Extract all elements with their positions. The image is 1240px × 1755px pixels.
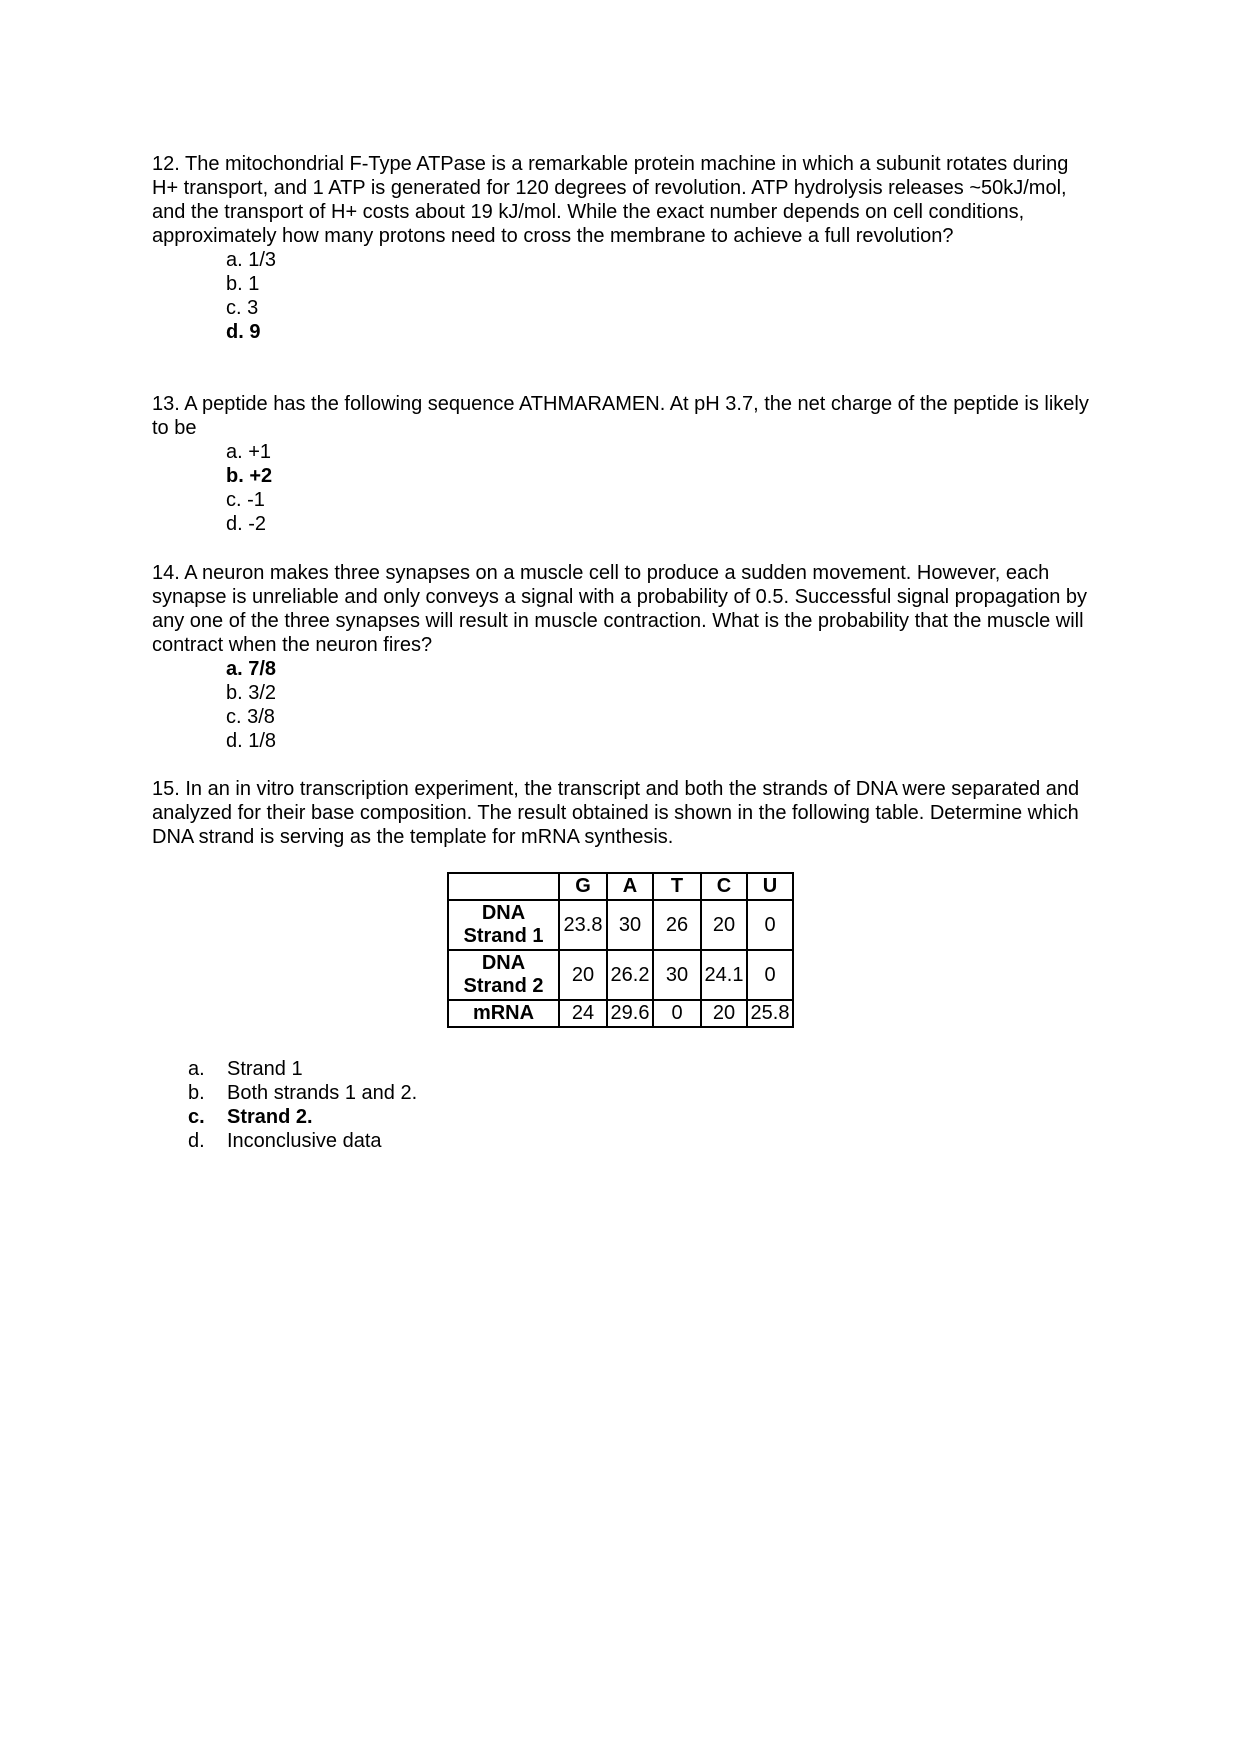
option-c-correct <box>188 1105 417 1129</box>
answer-options-15 <box>188 1057 417 1153</box>
column-header: T <box>653 873 701 900</box>
table-cell: 24 <box>559 1000 607 1027</box>
table-header-row <box>448 873 793 900</box>
option-text: Inconclusive data <box>227 1130 382 1152</box>
answer-options <box>152 248 1092 344</box>
base-composition-table <box>447 872 794 1028</box>
row-header-line: Strand 2 <box>463 975 544 997</box>
question-text: 15. In an in vitro transcription experiment, the transcript and both the strands of DNA were separated and analyzed for their base composition. The result obtained is shown in the following table. Determine which DNA strand is serving as the template for mRNA synthesis. <box>152 778 1080 848</box>
option-a <box>188 1057 417 1081</box>
row-header: mRNA <box>448 1000 559 1027</box>
table-cell: 20 <box>701 900 747 950</box>
table-cell: 29.6 <box>607 1000 653 1027</box>
option-d: d. -2 <box>226 513 267 535</box>
table-cell: 0 <box>747 950 793 1000</box>
option-text: Strand 2. <box>227 1106 313 1128</box>
option-text: Both strands 1 and 2. <box>227 1082 418 1104</box>
table-row <box>448 900 793 950</box>
option-a: a. +1 <box>226 441 272 463</box>
question-text: 13. A peptide has the following sequence ATHMARAMEN. At pH 3.7, the net charge of the peptide is likely to be <box>152 393 1089 439</box>
option-label: b. <box>188 1082 205 1104</box>
option-a: a. 1/3 <box>226 249 277 271</box>
table-cell: 0 <box>653 1000 701 1027</box>
row-header <box>448 950 559 1000</box>
question-13 <box>152 392 1092 536</box>
question-text: 14. A neuron makes three synapses on a muscle cell to produce a sudden movement. However, each synapse is unreliable and only conveys a signal with a probability of 0.5. Successful signal propagation by any one of the three synapses will result in muscle contraction. What is the probability that the muscle will contract when the neuron fires? <box>152 562 1087 656</box>
table-cell: 26 <box>653 900 701 950</box>
table-cell: 20 <box>701 1000 747 1027</box>
table-corner-cell <box>448 873 559 900</box>
option-label: a. <box>188 1058 205 1080</box>
option-c: c. 3 <box>226 297 259 319</box>
option-b-correct: b. +2 <box>226 465 273 487</box>
table-cell: 23.8 <box>559 900 607 950</box>
table-cell: 25.8 <box>747 1000 793 1027</box>
question-14 <box>152 561 1092 753</box>
column-header: C <box>701 873 747 900</box>
row-header-line: DNA <box>481 902 526 924</box>
column-header: G <box>559 873 607 900</box>
base-composition-table-wrap <box>447 872 794 1028</box>
row-header-line: DNA <box>481 952 526 974</box>
table-cell: 0 <box>747 900 793 950</box>
option-c: c. -1 <box>226 489 265 511</box>
table-cell: 24.1 <box>701 950 747 1000</box>
option-a-correct: a. 7/8 <box>226 658 277 680</box>
table-row <box>448 1000 793 1027</box>
question-text: 12. The mitochondrial F-Type ATPase is a remarkable protein machine in which a subunit rotates during H+ transport, and 1 ATP is generated for 120 degrees of revolution. ATP hydrolysis releases ~50kJ/mol, and the transport of H+ costs about 19 kJ/mol. While the exact number depends on cell conditions, approximately how many protons need to cross the membrane to achieve a full revolution? <box>152 153 1069 247</box>
option-b: b. 3/2 <box>226 682 277 704</box>
option-label: d. <box>188 1130 205 1152</box>
option-b: b. 1 <box>226 273 260 295</box>
row-header-line: Strand 1 <box>463 925 544 947</box>
answer-options <box>152 657 1092 753</box>
column-header: U <box>747 873 793 900</box>
table-cell: 26.2 <box>607 950 653 1000</box>
table-row <box>448 950 793 1000</box>
question-12 <box>152 152 1092 344</box>
table-cell: 30 <box>607 900 653 950</box>
question-15 <box>152 777 1092 849</box>
row-header <box>448 900 559 950</box>
option-d <box>188 1129 417 1153</box>
table-cell: 30 <box>653 950 701 1000</box>
answer-options <box>152 440 1092 536</box>
column-header: A <box>607 873 653 900</box>
option-b <box>188 1081 417 1105</box>
option-c: c. 3/8 <box>226 706 275 728</box>
option-label: c. <box>188 1106 205 1128</box>
option-text: Strand 1 <box>227 1058 303 1080</box>
option-d: d. 1/8 <box>226 730 277 752</box>
option-d-correct: d. 9 <box>226 321 261 343</box>
table-cell: 20 <box>559 950 607 1000</box>
